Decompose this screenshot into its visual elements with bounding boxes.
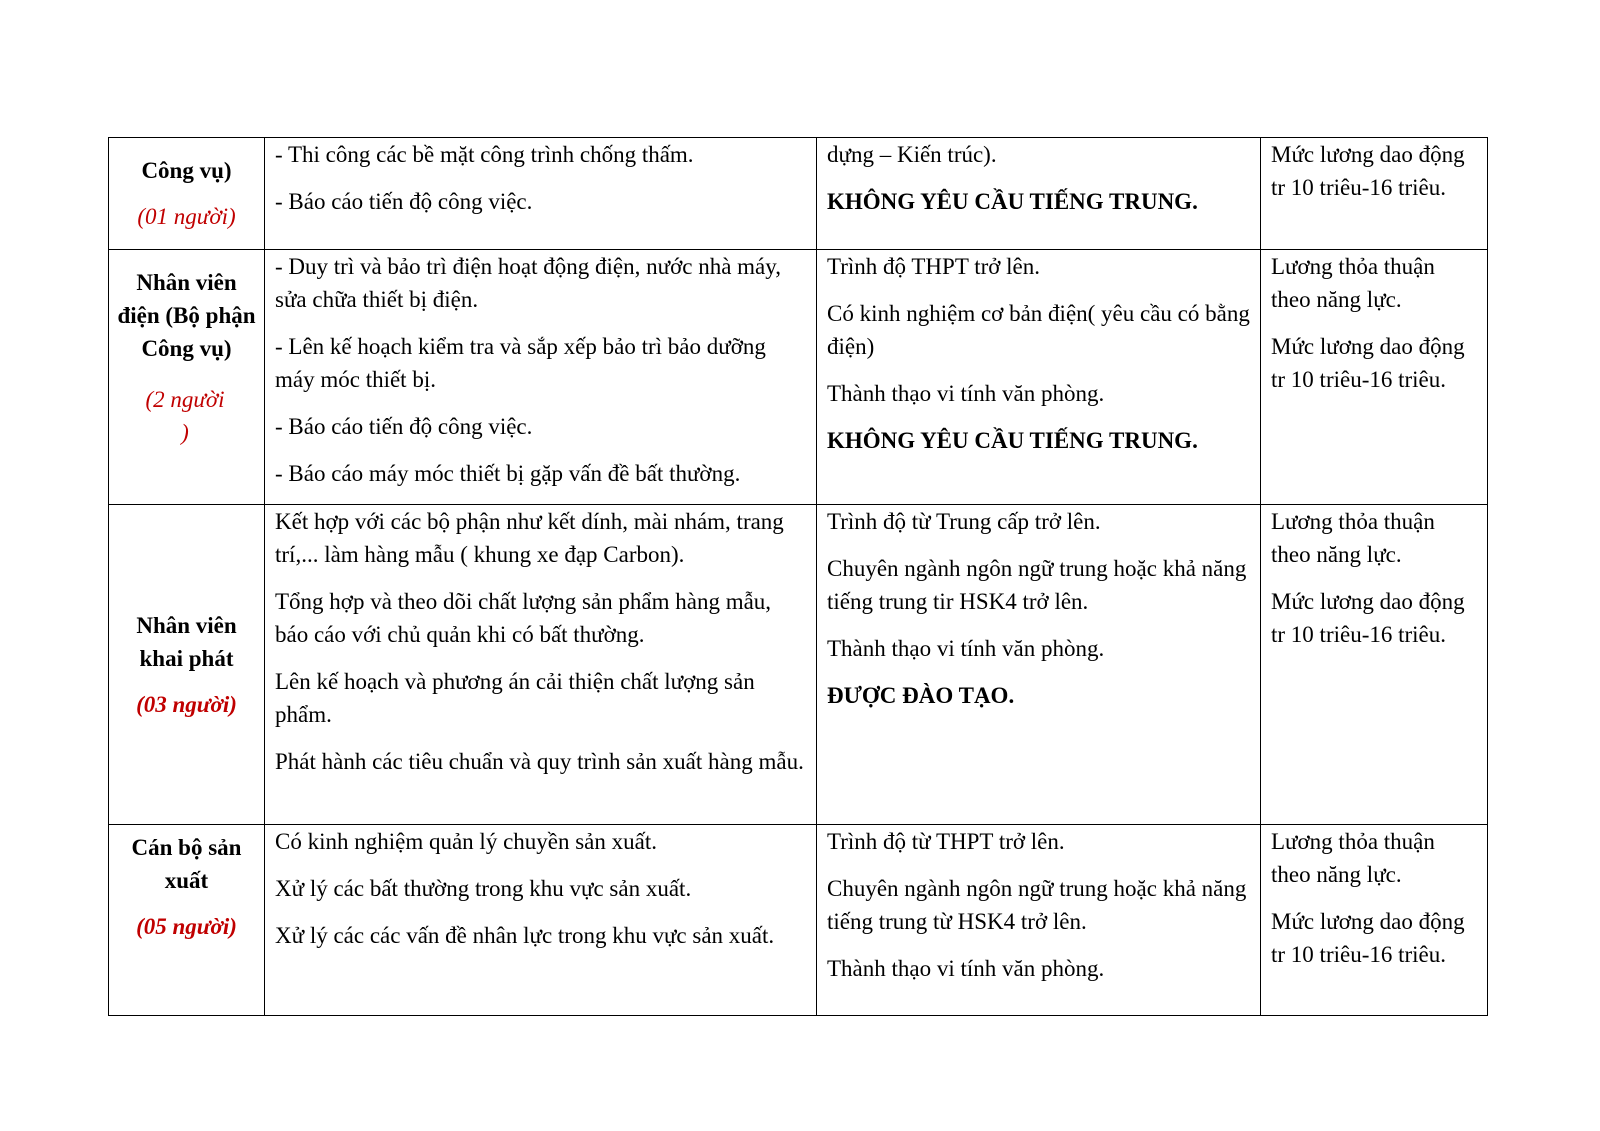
duty-line: Tổng hợp và theo dõi chất lượng sản phẩm hàng mẫu, báo cáo với chủ quản khi có bất thường. bbox=[275, 589, 772, 647]
table-row bbox=[109, 250, 1488, 505]
position-title: Công vụ) bbox=[141, 158, 232, 183]
requirement-line: Chuyên ngành ngôn ngữ trung hoặc khả năng tiếng trung từ HSK4 trở lên. bbox=[827, 876, 1247, 934]
salary-cell bbox=[1261, 138, 1488, 250]
table-row bbox=[109, 825, 1488, 1016]
duty-line: Phát hành các tiêu chuẩn và quy trình sản xuất hàng mẫu. bbox=[275, 749, 804, 774]
duty-line: - Báo cáo tiến độ công việc. bbox=[275, 189, 533, 214]
position-cell bbox=[109, 138, 265, 250]
duty-line: Xử lý các các vấn đề nhân lực trong khu vực sản xuất. bbox=[275, 923, 775, 948]
position-title: Cán bộ sản xuất bbox=[131, 835, 242, 893]
salary-line: Mức lương dao động tr 10 triêu-16 triêu. bbox=[1271, 334, 1465, 392]
requirements-cell bbox=[817, 825, 1261, 1016]
position-title: Nhân viên khai phát bbox=[136, 612, 237, 671]
duty-line: Có kinh nghiệm quản lý chuyền sản xuất. bbox=[275, 829, 657, 854]
duties-cell bbox=[265, 505, 817, 825]
position-cell bbox=[109, 505, 265, 825]
requirements-cell bbox=[817, 138, 1261, 250]
requirement-line: Trình độ từ THPT trở lên. bbox=[827, 829, 1065, 854]
headcount: (01 người) bbox=[137, 204, 236, 229]
duty-line: - Báo cáo máy móc thiết bị gặp vấn đề bất thường. bbox=[275, 461, 741, 486]
requirement-line: Thành thạo vi tính văn phòng. bbox=[827, 956, 1105, 981]
duties-cell bbox=[265, 138, 817, 250]
requirement-line: Trình độ THPT trở lên. bbox=[827, 254, 1041, 279]
requirement-line: Có kinh nghiệm cơ bản điện( yêu cầu có bằng điện) bbox=[827, 301, 1250, 359]
duty-line: - Lên kế hoạch kiểm tra và sắp xếp bảo trì bảo dưỡng máy móc thiết bị. bbox=[275, 334, 766, 392]
salary-line: Lương thỏa thuận theo năng lực. bbox=[1271, 254, 1435, 312]
salary-line: Mức lương dao động tr 10 triêu-16 triêu. bbox=[1271, 909, 1465, 967]
requirement-line: Trình độ từ Trung cấp trở lên. bbox=[827, 509, 1101, 534]
headcount: (03 người) bbox=[136, 691, 237, 717]
salary-cell bbox=[1261, 505, 1488, 825]
position-cell bbox=[109, 250, 265, 505]
job-listing-table bbox=[108, 137, 1488, 1016]
salary-line: Mức lương dao động tr 10 triêu-16 triêu. bbox=[1271, 142, 1465, 200]
requirement-line: dựng – Kiến trúc). bbox=[827, 142, 997, 167]
headcount: (05 người) bbox=[136, 914, 237, 939]
salary-cell bbox=[1261, 825, 1488, 1016]
salary-line: Lương thỏa thuận theo năng lực. bbox=[1271, 509, 1435, 567]
requirement-line: KHÔNG YÊU CẦU TIẾNG TRUNG. bbox=[827, 428, 1198, 453]
requirement-line: Thành thạo vi tính văn phòng. bbox=[827, 381, 1105, 406]
requirement-line: Chuyên ngành ngôn ngữ trung hoặc khả năng tiếng trung tir HSK4 trở lên. bbox=[827, 556, 1247, 614]
requirements-cell bbox=[817, 250, 1261, 505]
table-row bbox=[109, 138, 1488, 250]
duty-line: - Duy trì và bảo trì điện hoạt động điện, nước nhà máy, sửa chữa thiết bị điện. bbox=[275, 254, 782, 312]
duties-cell bbox=[265, 825, 817, 1016]
table-row bbox=[109, 505, 1488, 825]
headcount: (2 người ) bbox=[145, 387, 225, 445]
requirement-line: Thành thạo vi tính văn phòng. bbox=[827, 636, 1105, 661]
salary-cell bbox=[1261, 250, 1488, 505]
requirement-line: ĐƯỢC ĐÀO TẠO. bbox=[827, 683, 1015, 708]
duty-line: Lên kế hoạch và phương án cải thiện chất lượng sản phẩm. bbox=[275, 669, 755, 727]
position-title: Nhân viên điện (Bộ phận Công vụ) bbox=[117, 270, 256, 361]
duty-line: - Thi công các bề mặt công trình chống thấm. bbox=[275, 142, 694, 167]
salary-line: Lương thỏa thuận theo năng lực. bbox=[1271, 829, 1435, 887]
position-cell bbox=[109, 825, 265, 1016]
duties-cell bbox=[265, 250, 817, 505]
salary-line: Mức lương dao động tr 10 triêu-16 triêu. bbox=[1271, 589, 1465, 647]
duty-line: Xử lý các bất thường trong khu vực sản xuất. bbox=[275, 876, 692, 901]
duty-line: Kết hợp với các bộ phận như kết dính, mài nhám, trang trí,... làm hàng mẫu ( khung xe đạp Carbon). bbox=[275, 509, 784, 567]
duty-line: - Báo cáo tiến độ công việc. bbox=[275, 414, 533, 439]
requirement-line: KHÔNG YÊU CẦU TIẾNG TRUNG. bbox=[827, 189, 1198, 214]
requirements-cell bbox=[817, 505, 1261, 825]
